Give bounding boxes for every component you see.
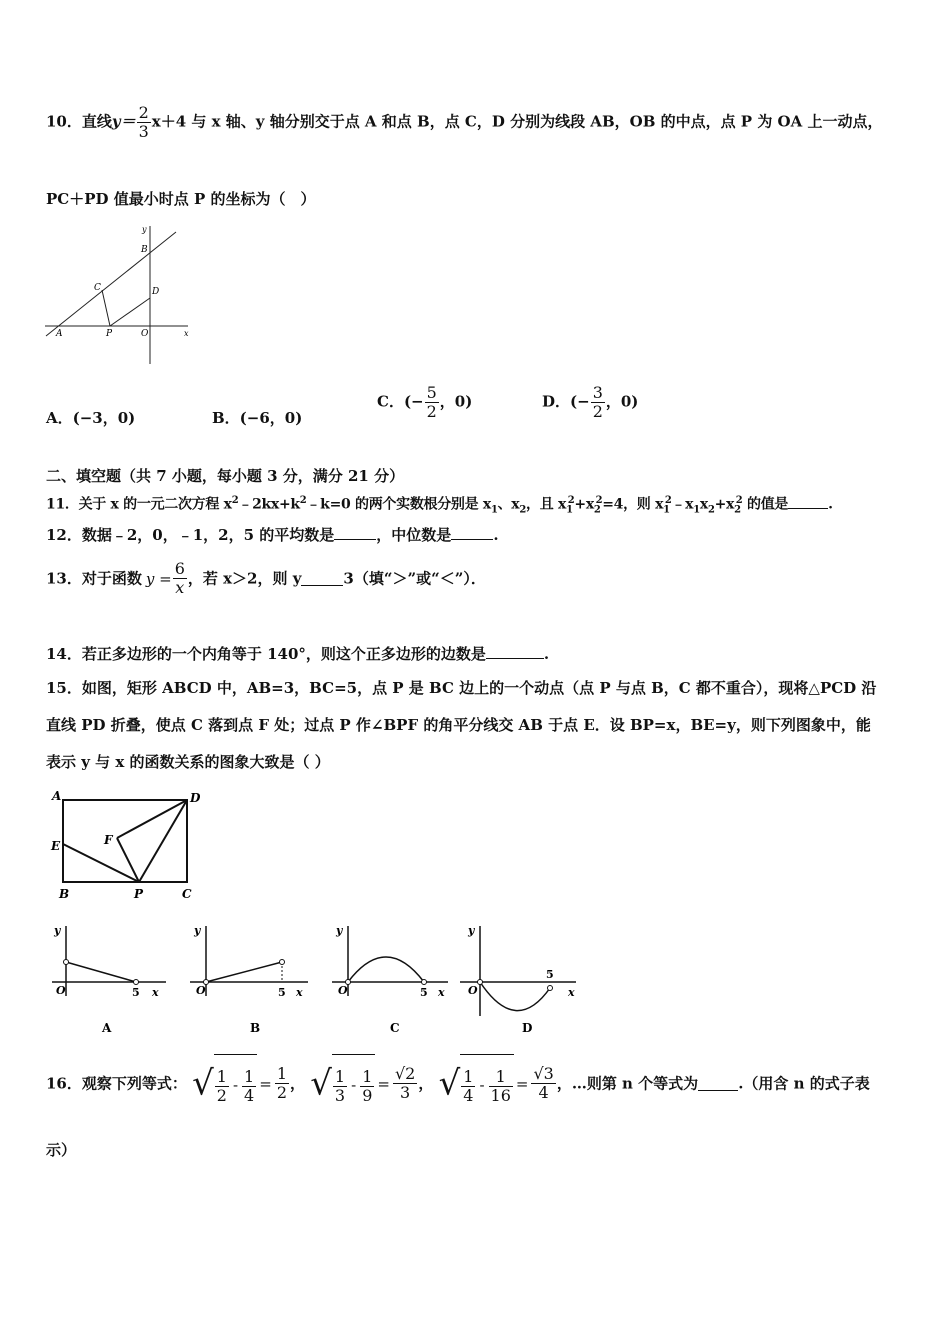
q12-pre: 12．数据﹣2，0，﹣1，2，5 的平均数是 (46, 526, 335, 544)
q15-graph-c-label-5: 5 (420, 986, 428, 999)
q15-label-a: A (52, 789, 62, 803)
q15-rectangle-abcd (63, 800, 187, 882)
q10-option-a (46, 408, 135, 428)
q11-mid2: ﹣k=0 的两个实数根分别是 x (306, 496, 491, 513)
q11-mid9: +x (714, 496, 735, 513)
q15-graph-b-open-point-end (280, 960, 285, 965)
q15-line2 (46, 715, 871, 735)
q15-graph-a-option-label: A (102, 1021, 112, 1035)
q15-graph-a-open-point-end (134, 980, 139, 985)
q10-figure (40, 222, 200, 367)
q13-den: x (173, 578, 187, 597)
q15-graph-c-label-x: x (438, 986, 445, 999)
q15-graph-b-label-x: x (296, 986, 303, 999)
sqrt-icon: √ (438, 1063, 461, 1104)
q10-option-d-den: 2 (592, 402, 603, 421)
q15-graph-c-label-y: y (336, 924, 343, 937)
q13-pre: 13．对于函数 (46, 569, 142, 588)
q10-line2 (46, 189, 315, 209)
q15-segment-pe (63, 844, 139, 882)
q10-label-b: B (141, 245, 148, 255)
sqrt-icon: √ (310, 1063, 332, 1104)
q15-graph-b-label-y: y (194, 924, 201, 937)
q11-sup: 2 (595, 495, 603, 506)
q13-post: ，若 x＞2，则 y (187, 569, 302, 588)
q15-graph-c-label-o: O (338, 984, 348, 997)
q15-graph-b-option-label: B (250, 1021, 261, 1035)
q16-eq1-r-num: 1 (276, 1064, 287, 1083)
q10-label-p: P (106, 329, 113, 339)
q15-graph-a-label-y: y (54, 924, 61, 937)
q16-eq1-b-num: 1 (244, 1066, 255, 1086)
q10-option-d-pre: D．(− (542, 392, 590, 411)
q15-graph-d-option-label: D (522, 1021, 533, 1035)
q15-label-e: E (51, 839, 61, 853)
q15-graph-a-curve (66, 962, 136, 982)
q15-label-c: C (182, 887, 192, 901)
q10-label-c: C (94, 283, 101, 293)
q11-sup: 2 (735, 495, 743, 506)
q16-eq3-result (531, 1065, 555, 1102)
q13-answer-blank[interactable] (301, 571, 343, 586)
q15-graph-d (460, 924, 576, 1035)
q12-mean-blank[interactable] (334, 525, 376, 540)
q13-num: 6 (174, 559, 185, 578)
q16-eq2-a-den: 3 (334, 1085, 346, 1105)
q11-post: 的值是 (742, 496, 789, 513)
q14-line (46, 644, 549, 664)
q15-graph-d-open-point-end (548, 986, 553, 991)
q11-mid1: ﹣2kx+k (238, 496, 300, 513)
q16-eq2-sqrt (310, 1054, 375, 1113)
q16-eq3-b-num: 1 (495, 1066, 506, 1086)
q15-graph-b (190, 924, 308, 1035)
q16-text-2: 示） (46, 1141, 77, 1159)
q11-mid5: +x (574, 496, 594, 513)
q11-end: . (828, 496, 833, 513)
q10-option-c (377, 384, 472, 421)
q10-option-d-num: 3 (592, 383, 603, 402)
q10-line1 (46, 104, 882, 141)
q15-label-b: B (59, 887, 70, 901)
q10-option-d-fraction (591, 384, 605, 421)
q16-eq1-a-num: 1 (216, 1066, 227, 1086)
q12-line (46, 525, 499, 545)
q16-answer-blank[interactable] (698, 1076, 738, 1091)
q16-comma-2: ， (418, 1074, 434, 1093)
q16-eq1-minus: - (232, 1076, 239, 1094)
q15-graph-d-curve (480, 982, 550, 1011)
q11-line (46, 491, 833, 520)
q11-sup: 2 (567, 495, 575, 506)
q13-end: 3（填“＞”或“＜”）． (343, 569, 486, 588)
q15-graph-c-curve (348, 957, 424, 982)
q12-end: . (493, 526, 499, 544)
q16-comma-1: ， (290, 1074, 306, 1093)
q16-eq2-radicand (332, 1054, 375, 1113)
q14-end: . (543, 645, 550, 663)
q16-eq2-b-num: 1 (362, 1066, 373, 1086)
q15-graph-options (40, 918, 600, 1046)
section-2-title: 二、填空题（共 7 小题，每小题 3 分，满分 21 分） (46, 467, 405, 485)
q10-option-a-text: A．(−3，0) (46, 409, 136, 427)
q11-sub: 1 (663, 504, 670, 516)
q11-pre: 11．关于 x 的一元二次方程 x (46, 496, 232, 513)
q15-graph-d-label-y: y (468, 924, 475, 937)
q11-sub: 2 (593, 504, 601, 516)
q16-eq3-a-den: 4 (463, 1085, 474, 1105)
q16-end: .（用含 n 的式子表 (738, 1074, 870, 1093)
q10-option-c-fraction (425, 384, 439, 421)
section-2-heading (46, 466, 404, 486)
q16-eq2-equals: = (377, 1074, 390, 1093)
q10-y-eq: y＝ (111, 112, 136, 131)
q16-eq2-frac-a (333, 1068, 347, 1105)
q15-graph-a-open-point-start (64, 960, 69, 965)
q13-fraction (173, 560, 187, 597)
q11-sub: 1 (693, 504, 700, 516)
sqrt-icon: √ (192, 1063, 214, 1104)
q15-text-1: 15．如图，矩形 ABCD 中，AB=3，BC=5，点 P 是 BC 边上的一个动点（点 P 与点 B，C 都不重合），现将△PCD 沿 (46, 679, 877, 697)
q15-rectangle-figure (44, 786, 214, 904)
q16-eq3-r-den: 4 (531, 1083, 555, 1102)
q15-label-d: D (190, 791, 201, 805)
q11-answer-blank[interactable] (788, 494, 828, 509)
q10-text-b: PC＋PD 值最小时点 P 的坐标为（ ） (46, 190, 316, 208)
q12-mid: ，中位数是 (376, 526, 452, 544)
q10-line-ab (46, 232, 176, 336)
q11-sup: 2 (664, 495, 672, 506)
q16-eq3-frac-a (461, 1068, 475, 1105)
q12-median-blank[interactable] (451, 525, 493, 540)
q15-graph-b-label-5: 5 (278, 986, 286, 999)
q13-y-eq: y = (145, 569, 172, 588)
q10-option-c-num: 5 (426, 383, 437, 402)
q15-graph-a-label-5: 5 (132, 986, 140, 999)
q15-graph-c-option-label: C (390, 1021, 400, 1035)
q11-sub: 1 (490, 504, 498, 516)
q16-eq3-sqrt (439, 1054, 514, 1113)
q10-label-d: D (152, 287, 160, 297)
q16-line1 (46, 1054, 870, 1110)
q16-eq1-a-den: 2 (216, 1085, 227, 1105)
q16-eq3-radicand (460, 1054, 514, 1113)
q10-option-c-den: 2 (426, 402, 437, 421)
q15-graph-b-curve (206, 962, 282, 982)
q15-text-2: 直线 PD 折叠，使点 C 落到点 F 处；过点 P 作∠BPF 的角平分线交 AB 于点 E．设 BP=x，BE=y，则下列图象中，能 (46, 716, 871, 734)
q15-graph-c-open-point-end (422, 980, 427, 985)
q15-label-f: F (104, 833, 113, 847)
q10-option-c-post: ，0) (439, 392, 473, 411)
q15-text-3: 表示 y 与 x 的函数关系的图象大致是（ ） (46, 753, 330, 771)
q10-number: 10．直线 (46, 112, 112, 131)
q13-line (46, 560, 486, 597)
q16-eq1-b-den: 4 (244, 1085, 255, 1105)
q15-graph-a-label-x: x (152, 986, 159, 999)
q15-graph-a (52, 924, 166, 1035)
q10-option-b (212, 408, 302, 428)
q10-text-a: x＋4 与 x 轴、y 轴分别交于点 A 和点 B，点 C，D 分别为线段 AB，OB 的中点，点 P 为 OA 上一动点， (151, 112, 883, 131)
q16-eq3-frac-b (489, 1068, 513, 1105)
q10-slope-fraction (137, 104, 151, 141)
q11-mid7: ﹣x (671, 496, 694, 513)
q15-graph-d-label-x: x (568, 986, 575, 999)
q15-graph-a-label-o: O (56, 984, 66, 997)
q16-eq1-frac-a (215, 1068, 229, 1105)
q10-segment-pd (110, 298, 150, 326)
q10-option-d (542, 384, 638, 421)
q16-eq3-r-num: √3 (533, 1064, 554, 1083)
q15-graph-d-open-point-start (478, 980, 483, 985)
q16-eq2-a-num: 1 (334, 1066, 346, 1086)
q10-option-d-post: ，0) (605, 392, 639, 411)
q11-sup: 2 (299, 495, 307, 506)
q14-text: 14．若正多边形的一个内角等于 140°，则这个正多边形的边数是 (46, 645, 486, 663)
q16-eq2-r-den: 3 (393, 1083, 417, 1102)
q10-label-y: y (142, 225, 147, 234)
q15-graph-d-label-5: 5 (546, 968, 554, 981)
q15-graph-d-label-o: O (468, 984, 478, 997)
q16-eq1-frac-b (242, 1068, 256, 1105)
q16-eq2-frac-b (360, 1068, 374, 1105)
q16-pre: 16．观察下列等式： (46, 1074, 187, 1093)
q11-mid6: =4，则 x (602, 496, 664, 513)
q16-line2 (46, 1140, 76, 1160)
q10-option-c-pre: C．(− (377, 392, 424, 411)
q16-eq1-sqrt (192, 1054, 257, 1113)
q11-mid4: ，且 x (526, 496, 567, 513)
q10-label-o: O (141, 329, 149, 339)
q11-sub: 2 (707, 504, 715, 516)
q16-eq3-equals: = (515, 1074, 529, 1093)
q10-option-b-text: B．(−6，0) (212, 409, 303, 427)
q16-eq2-result (393, 1065, 417, 1102)
q15-label-p: P (134, 887, 144, 901)
q15-line1 (46, 678, 876, 698)
q16-eq2-minus: - (351, 1076, 357, 1094)
q16-eq3-a-num: 1 (463, 1066, 474, 1086)
q11-mid8: x (699, 496, 708, 513)
q16-eq2-r-num: √2 (394, 1064, 416, 1083)
q11-sub: 2 (734, 504, 741, 516)
q16-eq1-equals: = (259, 1074, 272, 1093)
q16-eq1-r-den: 2 (276, 1083, 287, 1102)
q10-label-x: x (184, 329, 189, 338)
q15-graph-b-label-o: O (196, 984, 206, 997)
q10-frac-num: 2 (138, 103, 149, 122)
q10-segment-pc (102, 290, 110, 326)
q14-answer-blank[interactable] (486, 644, 544, 659)
q10-frac-den: 3 (138, 122, 149, 141)
q11-sub: 1 (566, 504, 573, 516)
q11-sup: 2 (231, 495, 239, 506)
q16-eq3-b-den: 16 (490, 1085, 511, 1105)
q11-mid3: 、x (497, 496, 520, 513)
q11-sub: 2 (519, 504, 527, 516)
q16-eq3-minus: - (479, 1076, 485, 1094)
q16-post: ，…则第 n 个等式为 (556, 1074, 699, 1093)
q10-label-a: A (56, 329, 63, 339)
q16-eq1-result (275, 1065, 289, 1102)
q15-graph-c (332, 924, 448, 1035)
q15-line3 (46, 752, 330, 772)
q16-eq1-radicand (214, 1054, 257, 1113)
q16-eq2-b-den: 9 (362, 1085, 373, 1105)
